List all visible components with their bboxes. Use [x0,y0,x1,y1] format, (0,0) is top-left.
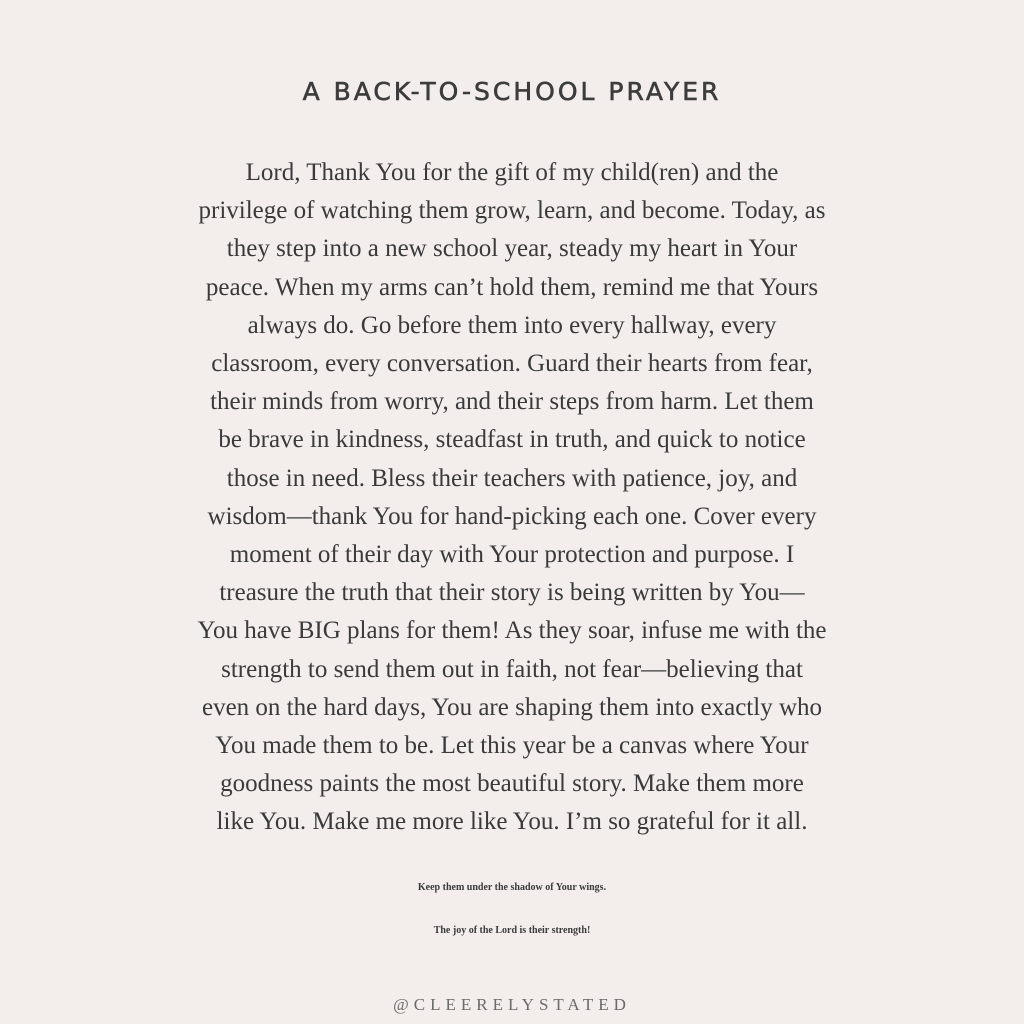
prayer-line: be brave in kindness, steadfast in truth, and quick to notice [218,426,806,454]
closing-line: Keep them under the shadow of Your wings. [417,882,607,893]
closing-line: The joy of the Lord is their strength! [433,925,591,936]
prayer-line: those in need. Bless their teachers with patience, joy, and [226,464,798,492]
page-title: A BACK-TO-SCHOOL PRAYER [302,77,722,106]
prayer-line: treasure the truth that their story is being written by You— [219,579,805,607]
prayer-line: privilege of watching them grow, learn, and become. Today, as [198,197,826,225]
prayer-line: moment of their day with Your protection and purpose. I [229,541,795,569]
prayer-body [120,154,904,842]
prayer-line: even on the hard days, You are shaping them into exactly who [201,693,822,721]
prayer-line: peace. When my arms can’t hold them, remind me that Yours [205,273,819,301]
closing-verses [0,866,1024,952]
prayer-line: strength to send them out in faith, not fear—believing that [221,655,803,683]
prayer-line: like You. Make me more like You. I’m so grateful for it all. [216,808,808,836]
prayer-line: they step into a new school year, steady my heart in Your [226,235,798,263]
social-handle: @CLEERELYSTATED [393,995,631,1014]
prayer-line: You have BIG plans for them! As they soar, infuse me with the [197,617,827,645]
prayer-line: their minds from worry, and their steps from harm. Let them [210,388,814,416]
prayer-line: wisdom—thank You for hand-picking each one. Cover every [207,502,817,530]
prayer-line: You made them to be. Let this year be a canvas where Your [215,732,809,760]
prayer-line: classroom, every conversation. Guard their hearts from fear, [211,350,813,378]
prayer-line: always do. Go before them into every hallway, every [247,311,777,339]
prayer-line: Lord, Thank You for the gift of my child(ren) and the [245,159,779,186]
prayer-line: goodness paints the most beautiful story. Make them more [220,770,804,798]
